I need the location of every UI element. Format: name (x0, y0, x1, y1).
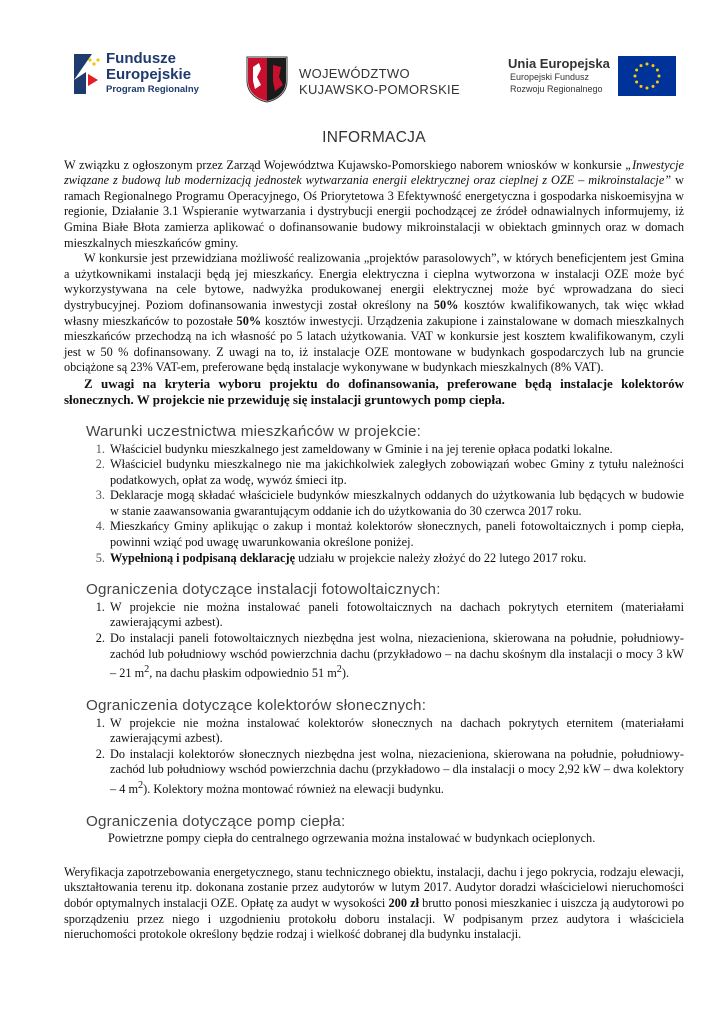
list-item: 1. W projekcie nie można instalować paneli fotowoltaicznych na dachach pokrytych eternitem (materiałami zawierającymi azbest). (108, 600, 684, 631)
region-logo (245, 55, 460, 108)
kol-sup: 2 (138, 779, 144, 791)
audit-fee: 200 zł (388, 895, 419, 910)
region-line2: KUJAWSKO-POMORSKIE (299, 81, 460, 97)
page-title: INFORMACJA (322, 129, 426, 146)
region-coat-of-arms-icon (245, 55, 289, 108)
section-heading-warunki: Warunki uczestnictwa mieszkańców w projekcie: (86, 422, 422, 440)
list-item: 4. Mieszkańcy Gminy aplikując o zakup i montaż kolektorów słonecznych, paneli fotowoltaicznych i pomp ciepła, powinni wziąć pod uwagę uwarunkowania określone poniżej. (108, 519, 684, 550)
intro-p1-a: W związku z ogłoszonym przez Zarząd Województwa Kujawsko-Pomorskiego naborem wniosków w konkursie (64, 157, 626, 172)
pv-sup2: 2 (336, 664, 342, 676)
fotowoltaika-list (64, 600, 684, 682)
final-paragraph (64, 865, 684, 943)
fundusze-europejskie-mark-icon (72, 50, 102, 96)
section-heading-pompy: Ograniczenia dotyczące pomp ciepła: (86, 812, 346, 830)
kolektory-list (64, 716, 684, 798)
eu-flag-icon (618, 56, 676, 101)
pv-sup1: 2 (144, 664, 150, 676)
intro-p2-bold1: 50% (433, 297, 459, 312)
list-item: 2. Właściciel budynku mieszkalnego nie ma jakichkolwiek zaległych zobowiązań wobec Gminy z tytułu należności podatkowych, opłat za wodę, wywóz śmieci itp. (108, 457, 684, 488)
fe-line1: Fundusze (106, 50, 176, 68)
eu-logo (508, 56, 676, 101)
document-body (64, 122, 684, 943)
pv-item2-c: ). (341, 666, 350, 681)
intro-p2-c: kosztów inwestycji. Urządzenia zakupione i zainstalowane w domach mieszkalnych mieszkańców przechodzą na ich własność po 5 latach użytkowania. VAT w konkursie jest kosztem kwalifikowanym, czyli jest w 50 % dofinansowany. Z uwagi na to, iż instalacje OZE montowane w budynkach gospodarczych lub na gruncie obciążone są 23% VAT-em, preferowane będą instalacje wykonywane w budynkach mieszkalnych (8% VAT). (64, 313, 684, 375)
intro-p2-a: W konkursie jest przewidziana możliwość realizowania „projektów parasolowych”, w których beneficjentem jest Gmina a użytkownikami instalacji będą jej mieszkańcy. Energia elektryczna i cieplna wytworzona w instalacji OZE może być wykorzystywana na cele bytowe, nadwyżka produkowanej energii elektrycznej może być wprowadzana do sieci dystrybucyjnej. Poziom dofinansowania inwestycji został określony na (64, 251, 684, 312)
fe-line3: Program Regionalny (106, 83, 199, 95)
header-logos (0, 0, 725, 120)
pompy-text: Powietrzne pompy ciepła do centralnego ogrzewania można instalować w budynkach ocieplonych. (108, 831, 596, 846)
ue-line1: Unia Europejska (508, 56, 610, 71)
intro-p1-b: w ramach Regionalnego Programu Operacyjnego, Oś Priorytetowa 3 Efektywność energetyczna i gospodarka niskoemisyjna w regionie, Działanie 3.1 Wspieranie wytwarzania i dystrybucji energii pochodzącej ze źródeł odnawialnych informujemy, iż Gmina Białe Błota zamierza aplikować o dofinansowanie budowy mikroinstalacji w obiektach gminnych oraz w domach mieszkalnych mieszkańców gminy. (64, 173, 684, 250)
warunki-list (64, 442, 684, 567)
list-item (108, 551, 684, 567)
pv-item2-a: Do instalacji paneli fotowoltaicznych niezbędna jest wolna, niezacieniona, skierowana na południe, południowy-zachód lub południowy wschód powierzchnia dachu (przykładowo – na dachu skośnym dla instalacji o mocy 3 kW – 21 m (110, 631, 684, 681)
intro-paragraph-3: Z uwagi na kryteria wyboru projektu do dofinansowania, preferowane będą instalacje kolektorów słonecznych. W projekcie nie przewiduję się instalacji gruntowych pomp ciepła. (64, 375, 684, 407)
final-b: brutto ponosi mieszkaniec i uiszcza ją audytorowi po sporządzeniu przez niego i uzgodnieniu protokołu doboru instalacji. W podpisanym przez audytora i właściciela nieruchomości protokole określony będzie rodzaj i wielkość dobranej dla budynku instalacji. (64, 895, 684, 942)
kol-item2-a: Do instalacji kolektorów słonecznych niezbędna jest wolna, niezacieniona, skierowana na południe, południowy-zachód lub południowy wschód powierzchnia dachu (przykładowo – dla instalacji o mocy 2,92 kW – dwa kolektory – 4 m (110, 746, 684, 796)
intro-paragraph-2 (64, 251, 684, 376)
section-heading-fotowoltaika: Ograniczenia dotyczące instalacji fotowoltaicznych: (86, 581, 441, 599)
intro-p2-b: kosztów kwalifikowanych, tak więc wkład własny mieszkańców to pozostałe (64, 297, 684, 328)
intro-paragraph-1 (64, 158, 684, 252)
fundusze-europejskie-logo (72, 50, 199, 96)
list-item (108, 747, 684, 798)
declaration-bold: Wypełnioną i podpisaną deklarację (110, 550, 296, 565)
ue-line2: Europejski Fundusz (510, 72, 590, 83)
list-item: 1. Właściciel budynku mieszkalnego jest zameldowany w Gminie i na jej terenie opłaca podatki lokalne. (108, 442, 684, 458)
intro-p2-bold2: 50% (236, 313, 262, 328)
competition-name: „Inwestycje związane z budową lub modernizacją jednostek wytwarzania energii elektrycznej oraz cieplnej z OZE – mikroinstalacje” (64, 157, 684, 188)
declaration-rest: udziału w projekcie należy złożyć do 22 lutego 2017 roku. (295, 550, 587, 565)
kol-item2-b: ). Kolektory można montować również na elewacji budynku. (143, 781, 444, 796)
region-line1: WOJEWÓDZTWO (299, 65, 410, 81)
ue-line3: Rozwoju Regionalnego (510, 83, 603, 94)
fe-line2: Europejskie (106, 66, 192, 84)
list-item: 3. Deklaracje mogą składać właściciele budynków mieszkalnych oddanych do użytkowania lub będących w budowie w stanie zaawansowania gwarantującym oddanie ich do użytkowania do 30 czerwca 2017 roku. (108, 488, 684, 519)
pv-item2-b: , na dachu płaskim odpowiednio 51 m (149, 666, 337, 681)
final-a: Weryfikacja zapotrzebowania energetycznego, stanu technicznego obiektu, instalacji, dachu i jego pokrycia, rodzaju elewacji, ukształtowania terenu itp. dokonana zostanie przez audytorów w lutym 2017. Audytor doradzi właścicielowi nieruchomości dobór optymalnych instalacji OZE. Opłatę za audyt w wysokości (64, 864, 684, 910)
section-heading-kolektory: Ograniczenia dotyczące kolektorów słonecznych: (86, 696, 427, 714)
list-item: 1. W projekcie nie można instalować kolektorów słonecznych na dachach pokrytych eternitem (materiałami zawierającymi azbest). (108, 716, 684, 747)
list-item (108, 631, 684, 682)
